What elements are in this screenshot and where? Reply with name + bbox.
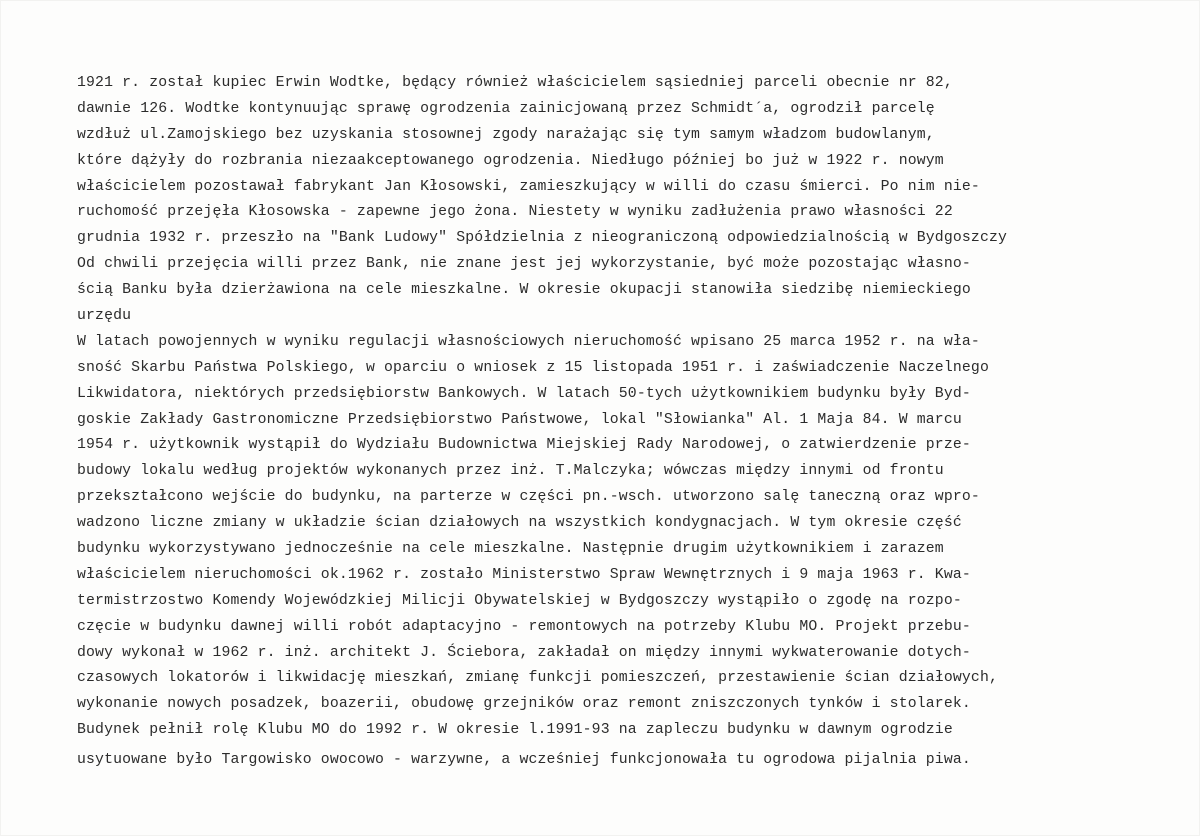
text-line-13: Likwidatora, niektórych przedsiębiorstw Bankowych. W latach 50-tych użytkownikiem budynku były Byd- [77,385,971,402]
text-line-25: wykonanie nowych posadzek, boazerii, obudowę grzejników oraz remont zniszczonych tynków i stolarek. [77,696,971,713]
text-line-15: 1954 r. użytkownik wystąpił do Wydziału Budownictwa Miejskiej Rady Narodowej, o zatwierdzenie prze- [77,437,971,454]
text-line-23: dowy wykonał w 1962 r. inż. architekt J. Ściebora, zakładał on między innymi wykwaterowanie dotych- [77,644,971,661]
text-line-6: ruchomość przejęła Kłosowska - zapewne jego żona. Niestety w wyniku zadłużenia prawo własności 22 [77,204,953,221]
text-line-10: urzędu [77,308,132,325]
text-line-1: 1921 r. został kupiec Erwin Wodtke, będący również właścicielem sąsiedniej parceli obecnie nr 82, [77,75,953,91]
text-line-2: dawnie 126. Wodtke kontynuując sprawę ogrodzenia zainicjowaną przez Schmidt´a, ogrodził parcelę [77,100,935,117]
text-line-22: częcie w budynku dawnej willi robót adaptacyjno - remontowych na potrzeby Klubu MO. Projekt przebu- [77,618,971,635]
text-line-7: grudnia 1932 r. przeszło na "Bank Ludowy" Spółdzielnia z nieograniczoną odpowiedzialnością w Bydgoszczy [77,230,1008,247]
text-line-5: właścicielem pozostawał fabrykant Jan Kłosowski, zamieszkujący w willi do czasu śmierci. Po nim nie- [77,178,980,195]
text-line-3: wzdłuż ul.Zamojskiego bez uzyskania stosownej zgody narażając się tym samym władzom budowlanym, [77,126,935,143]
text-line-16: budowy lokalu według projektów wykonanych przez inż. T.Malczyka; wówczas między innymi od frontu [77,463,944,480]
text-line-14: goskie Zakłady Gastronomiczne Przedsiębiorstwo Państwowe, lokal "Słowianka" Al. 1 Maja 84. W marcu [77,411,962,428]
text-line-9: ścią Banku była dzierżawiona na cele mieszkalne. W okresie okupacji stanowiła siedzibę niemieckiego [77,282,971,299]
text-line-8: Od chwili przejęcia willi przez Bank, nie znane jest jej wykorzystanie, być może pozostając własno- [77,256,971,273]
text-line-18: wadzono liczne zmiany w układzie ścian działowych na wszystkich kondygnacjach. W tym okresie część [77,515,962,532]
text-line-4: które dążyły do rozbrania niezaakceptowanego ogrodzenia. Niedługo później bo już w 1922 r. nowym [77,152,944,169]
text-line-27: usytuowane było Targowisko owocowo - warzywne, a wcześniej funkcjonowała tu ogrodowa pijalnia piwa. [77,752,971,769]
typewritten-text-block [77,71,1187,774]
text-line-24: czasowych lokatorów i likwidację mieszkań, zmianę funkcji pomieszczeń, przestawienie ścian działowych, [77,670,999,687]
text-line-11: W latach powojennych w wyniku regulacji własnościowych nieruchomość wpisano 25 marca 1952 r. na wła- [77,333,980,350]
text-line-17: przekształcono wejście do budynku, na parterze w części pn.-wsch. utworzono salę taneczną oraz wpro- [77,489,980,506]
text-line-12: sność Skarbu Państwa Polskiego, w oparciu o wniosek z 15 listopada 1951 r. i zaświadczenie Naczelnego [77,359,989,376]
text-line-26: Budynek pełnił rolę Klubu MO do 1992 r. W okresie l.1991-93 na zapleczu budynku w dawnym ogrodzie [77,722,953,739]
text-line-19: budynku wykorzystywano jednocześnie na cele mieszkalne. Następnie drugim użytkownikiem i zarazem [77,541,944,558]
text-line-21: termistrzostwo Komendy Wojewódzkiej Milicji Obywatelskiej w Bydgoszczy wystąpiło o zgodę na rozpo- [77,592,962,609]
text-line-20: właścicielem nieruchomości ok.1962 r. zostało Ministerstwo Spraw Wewnętrznych i 9 maja 1963 r. Kwa- [77,566,971,583]
